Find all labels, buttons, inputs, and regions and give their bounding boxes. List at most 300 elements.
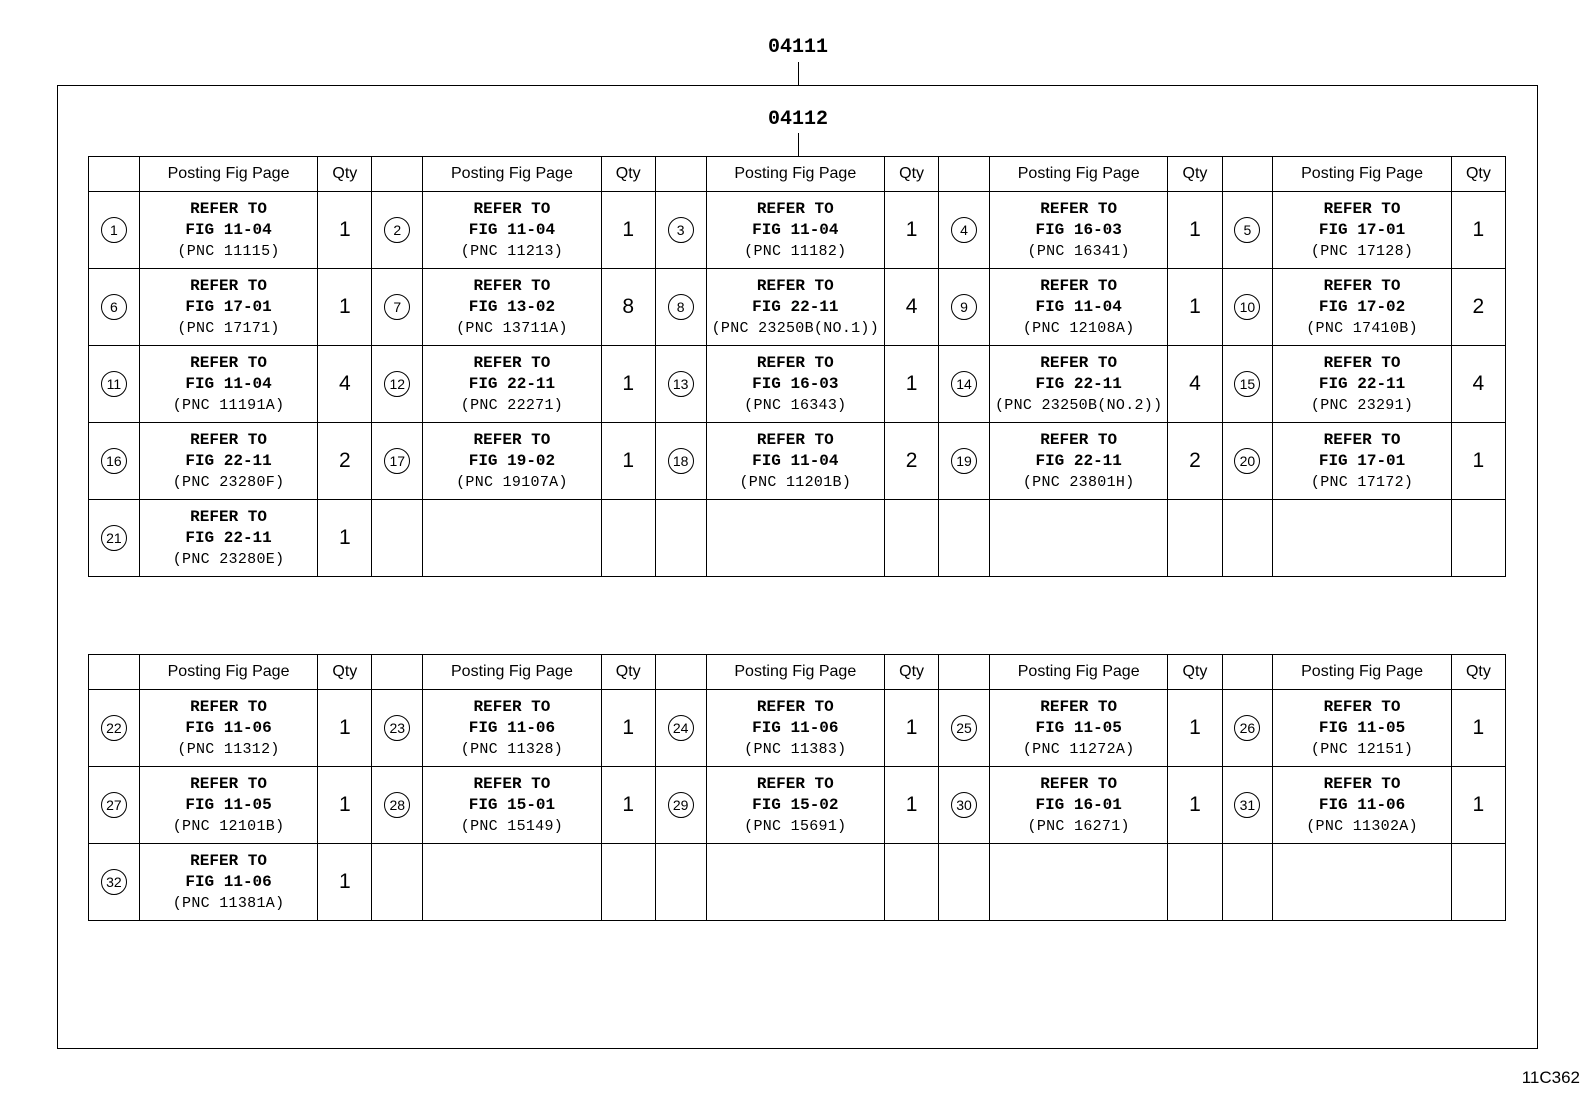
quantity-value: 1	[338, 716, 351, 739]
quantity-value: 1	[1472, 793, 1485, 816]
quantity-value: 2	[1472, 295, 1485, 318]
quantity-value: 1	[338, 793, 351, 816]
quantity-value: 1	[905, 372, 918, 395]
pnc-reference: (PNC 16341)	[1027, 242, 1130, 260]
item-number-cell	[939, 423, 990, 500]
reference-cell	[706, 192, 884, 269]
quantity-cell	[318, 690, 372, 767]
header-blank	[89, 157, 140, 192]
reference-cell	[1273, 423, 1451, 500]
fig-reference: FIG 11-04	[185, 220, 272, 239]
fig-reference: FIG 16-01	[1035, 795, 1122, 814]
pnc-reference: (PNC 23250B(NO.1))	[711, 319, 880, 337]
item-number-cell	[1222, 423, 1273, 500]
reference-text	[423, 774, 600, 837]
header-blank	[939, 157, 990, 192]
fig-reference: FIG 22-11	[468, 374, 556, 393]
table-row	[89, 767, 1506, 844]
item-number-cell	[89, 844, 140, 921]
fig-reference: FIG 11-04	[1035, 297, 1122, 316]
fig-reference: FIG 22-11	[752, 297, 839, 316]
quantity-cell	[318, 844, 372, 921]
item-number-cell	[372, 269, 423, 346]
pnc-reference: (PNC 13711A)	[456, 319, 568, 337]
refer-to-label: REFER TO	[756, 353, 834, 372]
table-row	[89, 423, 1506, 500]
item-number-badge: 20	[1234, 448, 1260, 474]
assembly-label-top: 04111	[768, 36, 829, 59]
pnc-reference: (PNC 19107A)	[456, 473, 568, 491]
item-number-badge: 15	[1234, 371, 1260, 397]
fig-reference: FIG 11-06	[185, 872, 272, 891]
reference-text	[423, 199, 600, 262]
reference-text	[140, 276, 317, 339]
pnc-reference: (PNC 15149)	[460, 817, 564, 835]
item-number-badge: 27	[101, 792, 127, 818]
header-blank	[655, 157, 706, 192]
pnc-reference: (PNC 23291)	[1310, 396, 1414, 414]
item-number-cell	[939, 346, 990, 423]
pnc-reference: (PNC 16343)	[744, 396, 847, 414]
header-blank	[1222, 157, 1273, 192]
quantity-cell	[601, 269, 655, 346]
quantity-value: 1	[622, 218, 635, 241]
pnc-reference: (PNC 23280E)	[172, 550, 285, 568]
header-qty: Qty	[601, 655, 655, 690]
pnc-reference: (PNC 23250B(NO.2))	[994, 396, 1163, 414]
refer-to-label: REFER TO	[190, 430, 267, 449]
reference-text	[707, 697, 884, 760]
reference-text	[140, 199, 317, 262]
fig-reference: FIG 22-11	[1035, 374, 1122, 393]
fig-reference: FIG 15-02	[752, 795, 839, 814]
fig-reference: FIG 22-11	[1035, 451, 1122, 470]
fig-reference: FIG 16-03	[752, 374, 839, 393]
header-blank	[939, 655, 990, 690]
pnc-reference: (PNC 23280F)	[172, 473, 285, 491]
leader-line-inner	[798, 133, 799, 157]
quantity-cell	[318, 767, 372, 844]
item-number-cell	[89, 767, 140, 844]
item-number-cell	[939, 192, 990, 269]
item-number-badge: 5	[1234, 217, 1260, 243]
figure-code: 11C362	[1521, 1068, 1580, 1087]
reference-cell	[989, 690, 1167, 767]
item-number-badge: 21	[101, 525, 127, 551]
item-number-cell	[89, 690, 140, 767]
item-number-badge: 13	[668, 371, 694, 397]
reference-text	[423, 276, 600, 339]
item-number-cell	[655, 269, 706, 346]
item-number-badge: 11	[101, 371, 127, 397]
quantity-value: 4	[1189, 372, 1201, 395]
quantity-value: 1	[622, 372, 635, 395]
refer-to-label: REFER TO	[1323, 353, 1401, 372]
table-row	[89, 269, 1506, 346]
quantity-cell	[601, 192, 655, 269]
quantity-cell	[318, 192, 372, 269]
refer-to-label: REFER TO	[1323, 774, 1401, 793]
reference-cell	[1273, 767, 1451, 844]
header-posting-fig-page: Posting Fig Page	[423, 157, 601, 192]
refer-to-label: REFER TO	[473, 697, 551, 716]
item-number-badge: 18	[668, 448, 694, 474]
header-qty: Qty	[1451, 655, 1505, 690]
reference-text	[140, 851, 317, 914]
quantity-cell	[885, 767, 939, 844]
quantity-value: 4	[1472, 372, 1485, 395]
reference-cell	[139, 690, 317, 767]
quantity-cell	[318, 423, 372, 500]
reference-cell	[989, 500, 1167, 577]
pnc-reference: (PNC 11302A)	[1306, 817, 1418, 835]
item-number-badge: 30	[951, 792, 977, 818]
item-number-cell	[372, 844, 423, 921]
quantity-cell	[885, 690, 939, 767]
item-number-cell	[939, 690, 990, 767]
quantity-value: 1	[905, 793, 918, 816]
quantity-cell	[1168, 192, 1222, 269]
table-row	[89, 844, 1506, 921]
header-posting-fig-page: Posting Fig Page	[989, 655, 1167, 690]
reference-text	[1273, 353, 1450, 416]
refer-to-label: REFER TO	[473, 199, 551, 218]
fig-reference: FIG 11-04	[468, 220, 556, 239]
item-number-cell	[1222, 500, 1273, 577]
reference-cell	[423, 269, 601, 346]
reference-text	[140, 774, 317, 837]
assembly-label-inner: 04112	[768, 108, 829, 131]
item-number-badge: 31	[1234, 792, 1260, 818]
header-qty: Qty	[1168, 157, 1222, 192]
fig-reference: FIG 11-06	[468, 718, 556, 737]
item-number-badge: 4	[951, 217, 977, 243]
refer-to-label: REFER TO	[190, 774, 267, 793]
quantity-cell	[1168, 844, 1222, 921]
reference-cell	[423, 500, 601, 577]
reference-cell	[139, 346, 317, 423]
item-number-cell	[1222, 767, 1273, 844]
table-row	[89, 346, 1506, 423]
quantity-cell	[601, 346, 655, 423]
pnc-reference: (PNC 11191A)	[172, 396, 285, 414]
reference-cell	[423, 192, 601, 269]
quantity-cell	[885, 500, 939, 577]
quantity-value: 2	[338, 449, 351, 472]
fig-reference: FIG 19-02	[468, 451, 556, 470]
quantity-value: 1	[905, 218, 918, 241]
reference-cell	[139, 844, 317, 921]
item-number-cell	[939, 500, 990, 577]
quantity-cell	[1451, 346, 1505, 423]
quantity-value: 1	[338, 870, 351, 893]
quantity-cell	[1168, 423, 1222, 500]
refer-to-label: REFER TO	[1040, 276, 1118, 295]
quantity-cell	[1451, 500, 1505, 577]
refer-to-label: REFER TO	[473, 430, 551, 449]
quantity-value: 4	[338, 372, 351, 395]
quantity-cell	[1168, 269, 1222, 346]
item-number-cell	[372, 500, 423, 577]
pnc-reference: (PNC 17410B)	[1306, 319, 1418, 337]
quantity-value: 1	[1472, 716, 1485, 739]
header-qty: Qty	[318, 655, 372, 690]
reference-text	[1273, 697, 1450, 760]
quantity-value: 1	[905, 716, 918, 739]
pnc-reference: (PNC 11115)	[177, 242, 280, 260]
reference-cell	[139, 269, 317, 346]
refer-to-label: REFER TO	[190, 851, 267, 870]
reference-text	[990, 276, 1167, 339]
quantity-value: 1	[338, 218, 351, 241]
refer-to-label: REFER TO	[1323, 199, 1401, 218]
refer-to-label: REFER TO	[190, 353, 267, 372]
quantity-cell	[1168, 500, 1222, 577]
quantity-cell	[885, 269, 939, 346]
reference-cell	[706, 767, 884, 844]
reference-cell	[1273, 192, 1451, 269]
quantity-value: 1	[1472, 218, 1485, 241]
quantity-value: 1	[1189, 793, 1201, 816]
quantity-value: 1	[1472, 449, 1485, 472]
pnc-reference: (PNC 11383)	[744, 740, 847, 758]
reference-text	[707, 774, 884, 837]
reference-cell	[423, 844, 601, 921]
reference-cell	[139, 423, 317, 500]
reference-cell	[1273, 690, 1451, 767]
fig-reference: FIG 11-06	[185, 718, 272, 737]
item-number-badge: 9	[951, 294, 977, 320]
pnc-reference: (PNC 11312)	[177, 740, 280, 758]
reference-text	[707, 276, 884, 339]
quantity-cell	[601, 423, 655, 500]
reference-text	[423, 697, 600, 760]
fig-reference: FIG 11-04	[752, 220, 839, 239]
fig-reference: FIG 11-05	[1318, 718, 1406, 737]
pnc-reference: (PNC 12151)	[1310, 740, 1414, 758]
fig-reference: FIG 22-11	[185, 451, 272, 470]
quantity-cell	[601, 767, 655, 844]
quantity-cell	[318, 346, 372, 423]
reference-cell	[706, 690, 884, 767]
reference-text	[707, 199, 884, 262]
item-number-badge: 14	[951, 371, 977, 397]
item-number-badge: 24	[668, 715, 694, 741]
item-number-cell	[655, 423, 706, 500]
fig-reference: FIG 11-04	[185, 374, 272, 393]
pnc-reference: (PNC 11201B)	[739, 473, 852, 491]
refer-to-label: REFER TO	[756, 697, 834, 716]
item-number-badge: 28	[384, 792, 410, 818]
item-number-cell	[939, 844, 990, 921]
quantity-cell	[885, 192, 939, 269]
quantity-cell	[1168, 767, 1222, 844]
fig-reference: FIG 22-11	[185, 528, 272, 547]
refer-to-label: REFER TO	[190, 276, 267, 295]
reference-cell	[989, 346, 1167, 423]
quantity-value: 2	[905, 449, 918, 472]
item-number-cell	[1222, 269, 1273, 346]
item-number-cell	[655, 500, 706, 577]
item-number-badge: 10	[1234, 294, 1260, 320]
quantity-cell	[601, 844, 655, 921]
reference-text	[1273, 199, 1450, 262]
refer-to-label: REFER TO	[1040, 774, 1118, 793]
reference-text	[990, 353, 1167, 416]
item-number-badge: 19	[951, 448, 977, 474]
reference-text	[1273, 430, 1450, 493]
fig-reference: FIG 11-06	[752, 718, 839, 737]
item-number-badge: 3	[668, 217, 694, 243]
header-posting-fig-page: Posting Fig Page	[139, 655, 317, 690]
header-qty: Qty	[1451, 157, 1505, 192]
header-posting-fig-page: Posting Fig Page	[423, 655, 601, 690]
quantity-cell	[1451, 423, 1505, 500]
refer-to-label: REFER TO	[1040, 430, 1118, 449]
pnc-reference: (PNC 17128)	[1310, 242, 1414, 260]
table-row	[89, 500, 1506, 577]
pnc-reference: (PNC 16271)	[1027, 817, 1130, 835]
item-number-cell	[372, 346, 423, 423]
reference-table-2	[88, 654, 1506, 921]
quantity-value: 1	[622, 793, 635, 816]
quantity-cell	[1451, 690, 1505, 767]
reference-cell	[423, 690, 601, 767]
reference-cell	[423, 423, 601, 500]
reference-cell	[139, 500, 317, 577]
item-number-badge: 1	[101, 217, 127, 243]
item-number-badge: 23	[384, 715, 410, 741]
quantity-cell	[885, 844, 939, 921]
quantity-cell	[318, 500, 372, 577]
quantity-cell	[1168, 690, 1222, 767]
quantity-cell	[1451, 767, 1505, 844]
quantity-value: 1	[1189, 295, 1201, 318]
header-qty: Qty	[885, 655, 939, 690]
item-number-badge: 8	[668, 294, 694, 320]
fig-reference: FIG 16-03	[1035, 220, 1122, 239]
item-number-badge: 22	[101, 715, 127, 741]
reference-text	[140, 507, 317, 570]
reference-text	[990, 199, 1167, 262]
reference-text	[1273, 774, 1450, 837]
reference-cell	[706, 269, 884, 346]
reference-text	[140, 697, 317, 760]
reference-text	[423, 430, 600, 493]
item-number-cell	[655, 844, 706, 921]
reference-cell	[1273, 500, 1451, 577]
reference-text	[707, 430, 884, 493]
header-posting-fig-page: Posting Fig Page	[1273, 157, 1451, 192]
item-number-badge: 2	[384, 217, 410, 243]
pnc-reference: (PNC 11182)	[744, 242, 847, 260]
refer-to-label: REFER TO	[1323, 430, 1401, 449]
item-number-cell	[89, 423, 140, 500]
reference-cell	[706, 423, 884, 500]
reference-cell	[139, 192, 317, 269]
item-number-cell	[939, 767, 990, 844]
refer-to-label: REFER TO	[756, 276, 834, 295]
fig-reference: FIG 13-02	[468, 297, 556, 316]
table-row	[89, 690, 1506, 767]
refer-to-label: REFER TO	[756, 774, 834, 793]
pnc-reference: (PNC 17172)	[1310, 473, 1414, 491]
item-number-badge: 7	[384, 294, 410, 320]
pnc-reference: (PNC 17171)	[177, 319, 280, 337]
quantity-value: 1	[338, 295, 351, 318]
item-number-badge: 25	[951, 715, 977, 741]
item-number-cell	[372, 423, 423, 500]
item-number-cell	[1222, 346, 1273, 423]
item-number-cell	[89, 269, 140, 346]
pnc-reference: (PNC 11381A)	[172, 894, 285, 912]
header-posting-fig-page: Posting Fig Page	[706, 157, 884, 192]
quantity-value: 1	[1189, 716, 1201, 739]
header-qty: Qty	[885, 157, 939, 192]
table-row	[89, 192, 1506, 269]
item-number-cell	[89, 192, 140, 269]
reference-text	[990, 697, 1167, 760]
reference-cell	[989, 844, 1167, 921]
item-number-badge: 17	[384, 448, 410, 474]
reference-cell	[1273, 269, 1451, 346]
reference-cell	[706, 500, 884, 577]
reference-text	[707, 353, 884, 416]
header-posting-fig-page: Posting Fig Page	[139, 157, 317, 192]
fig-reference: FIG 11-04	[752, 451, 839, 470]
quantity-value: 2	[1189, 449, 1201, 472]
pnc-reference: (PNC 22271)	[460, 396, 564, 414]
header-blank	[372, 157, 423, 192]
refer-to-label: REFER TO	[1040, 199, 1118, 218]
reference-cell	[706, 346, 884, 423]
reference-cell	[1273, 844, 1451, 921]
refer-to-label: REFER TO	[756, 199, 834, 218]
refer-to-label: REFER TO	[473, 276, 551, 295]
header-posting-fig-page: Posting Fig Page	[989, 157, 1167, 192]
pnc-reference: (PNC 12101B)	[172, 817, 285, 835]
refer-to-label: REFER TO	[756, 430, 834, 449]
quantity-value: 1	[338, 526, 351, 549]
quantity-cell	[1451, 269, 1505, 346]
item-number-cell	[655, 690, 706, 767]
pnc-reference: (PNC 11272A)	[1022, 740, 1135, 758]
item-number-badge: 6	[101, 294, 127, 320]
header-posting-fig-page: Posting Fig Page	[1273, 655, 1451, 690]
item-number-badge: 26	[1234, 715, 1260, 741]
pnc-reference: (PNC 11213)	[460, 242, 564, 260]
reference-cell	[1273, 346, 1451, 423]
refer-to-label: REFER TO	[190, 507, 267, 526]
item-number-cell	[372, 767, 423, 844]
header-qty: Qty	[1168, 655, 1222, 690]
refer-to-label: REFER TO	[1040, 697, 1118, 716]
reference-cell	[423, 767, 601, 844]
item-number-cell	[1222, 844, 1273, 921]
fig-reference: FIG 11-05	[1035, 718, 1122, 737]
refer-to-label: REFER TO	[1323, 697, 1401, 716]
leader-line-top	[798, 62, 799, 86]
quantity-cell	[1168, 346, 1222, 423]
reference-cell	[706, 844, 884, 921]
fig-reference: FIG 11-06	[1318, 795, 1406, 814]
fig-reference: FIG 11-05	[185, 795, 272, 814]
refer-to-label: REFER TO	[1040, 353, 1118, 372]
item-number-badge: 12	[384, 371, 410, 397]
fig-reference: FIG 17-01	[185, 297, 272, 316]
pnc-reference: (PNC 15691)	[744, 817, 847, 835]
quantity-cell	[318, 269, 372, 346]
